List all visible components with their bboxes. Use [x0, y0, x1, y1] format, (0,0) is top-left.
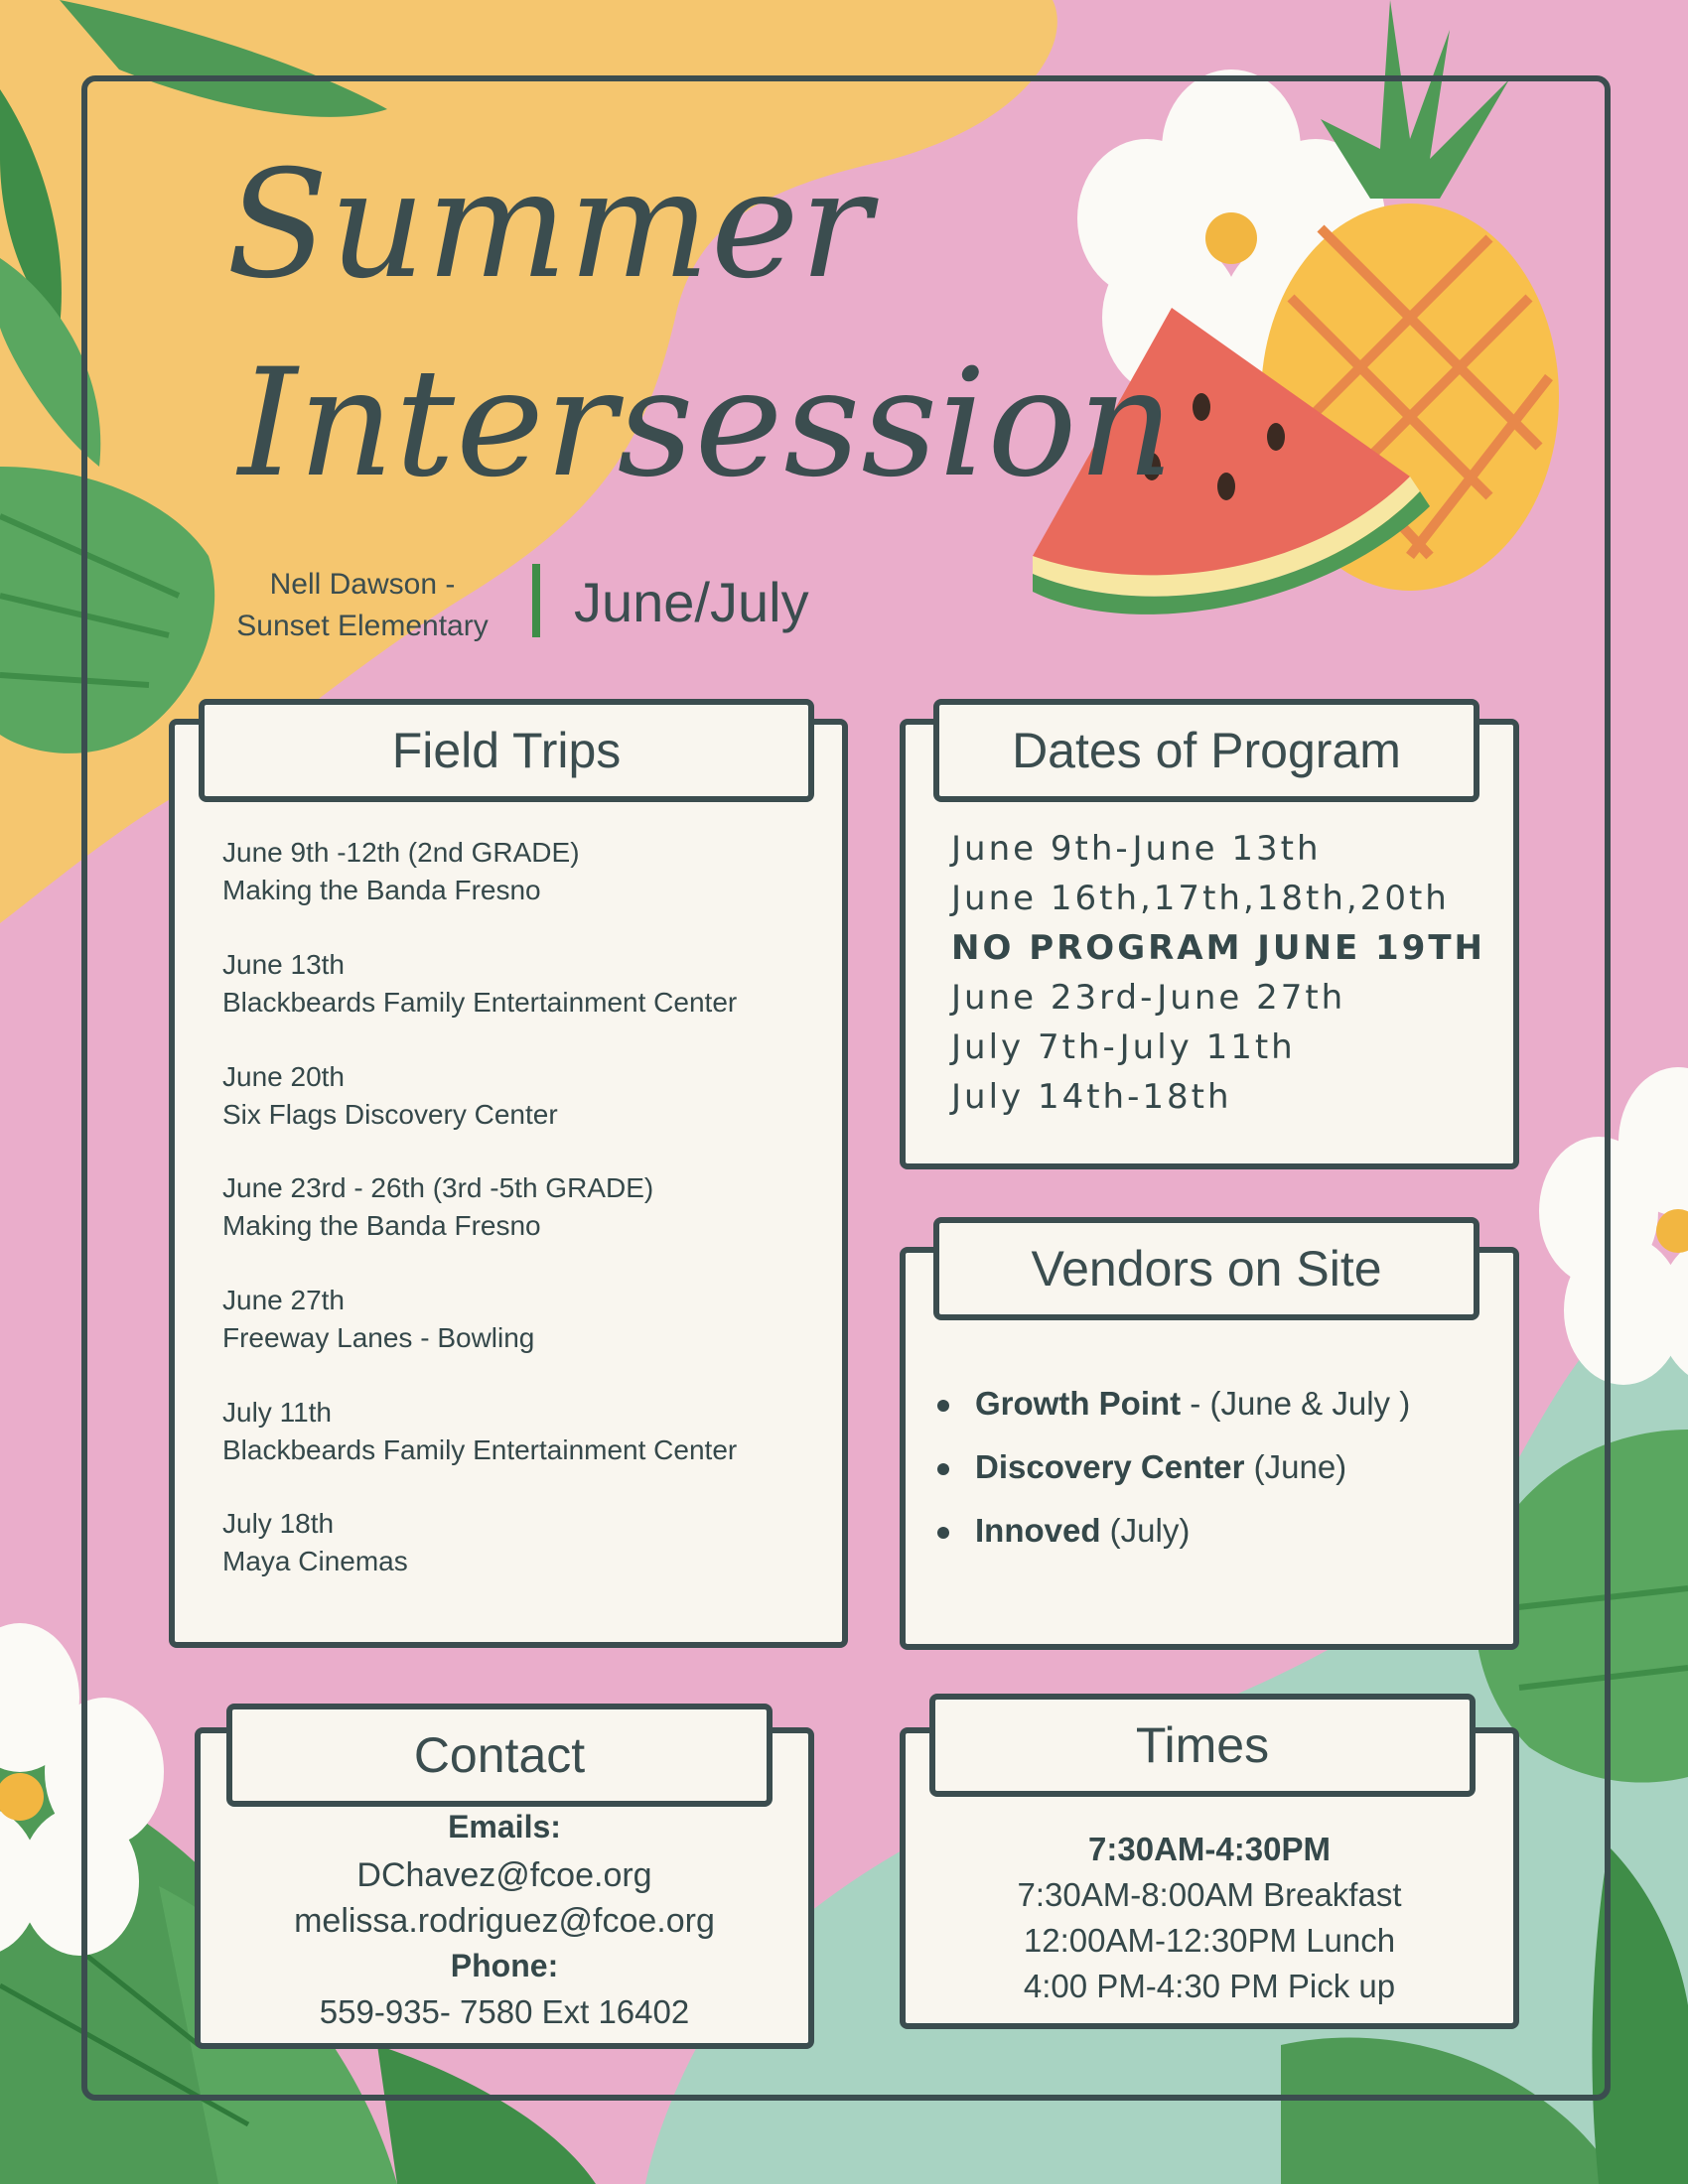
- times-lunch: 12:00AM-12:30PM Lunch: [1023, 1922, 1396, 1959]
- bullet-icon: [937, 1463, 949, 1475]
- date-line: July 14th-18th: [951, 1077, 1232, 1117]
- times-breakfast: 7:30AM-8:00AM Breakfast: [1017, 1876, 1402, 1913]
- date-line: June 16th,17th,18th,20th: [951, 879, 1450, 918]
- school-line-1: Nell Dawson -: [269, 568, 456, 601]
- trip-place: Freeway Lanes - Bowling: [222, 1322, 535, 1353]
- vendors-heading: Vendors on Site: [933, 1217, 1479, 1320]
- school-name: [209, 564, 516, 647]
- trip-date: June 9th -12th (2nd GRADE): [222, 837, 580, 868]
- month-label: June/July: [574, 571, 809, 633]
- trip-item: [222, 834, 580, 909]
- trip-place: Making the Banda Fresno: [222, 1210, 541, 1241]
- date-line: June 23rd-June 27th: [951, 978, 1346, 1018]
- phone-number[interactable]: 559-935- 7580 Ext 16402: [319, 1993, 690, 2030]
- trip-item: [222, 1282, 534, 1357]
- trip-date: June 20th: [222, 1061, 345, 1092]
- dates-heading: Dates of Program: [933, 699, 1479, 802]
- contact-heading: Contact: [226, 1704, 773, 1807]
- vendor-item: [937, 1499, 1410, 1563]
- times-heading: Times: [929, 1694, 1476, 1797]
- trip-date: June 27th: [222, 1285, 345, 1315]
- trip-place: Making the Banda Fresno: [222, 875, 541, 905]
- trip-date: June 23rd - 26th (3rd -5th GRADE): [222, 1172, 654, 1203]
- vendor-item: [937, 1435, 1410, 1499]
- trip-item: [222, 1169, 653, 1245]
- dates-list: [951, 824, 1485, 1122]
- header-divider: [532, 564, 540, 637]
- bullet-icon: [937, 1400, 949, 1412]
- vendor-name: Growth Point: [975, 1385, 1182, 1422]
- trip-place: Blackbeards Family Entertainment Center: [222, 1434, 738, 1465]
- trip-item: [222, 1394, 737, 1469]
- trip-item: [222, 1505, 408, 1580]
- vendor-detail: (June): [1244, 1448, 1347, 1485]
- vendor-name: Discovery Center: [975, 1448, 1245, 1485]
- bullet-icon: [937, 1527, 949, 1539]
- field-trips-heading: Field Trips: [199, 699, 814, 802]
- title-summer: Summer: [226, 139, 873, 312]
- date-line: June 9th-June 13th: [951, 829, 1322, 869]
- vendor-detail: (July): [1100, 1512, 1191, 1549]
- vendor-name: Innoved: [975, 1512, 1101, 1549]
- trip-item: [222, 1058, 558, 1134]
- trip-item: [222, 946, 737, 1022]
- title-intersession: Intersession: [238, 338, 1176, 510]
- date-line: July 7th-July 11th: [951, 1027, 1296, 1067]
- vendor-item: [937, 1372, 1410, 1435]
- school-line-2: Sunset Elementary: [236, 610, 489, 642]
- vendor-detail: - (June & July ): [1181, 1385, 1411, 1422]
- email-link[interactable]: melissa.rodriguez@fcoe.org: [294, 1902, 715, 1940]
- phone-label: Phone:: [450, 1948, 559, 1983]
- times-main: 7:30AM-4:30PM: [1088, 1831, 1331, 1867]
- trip-place: Six Flags Discovery Center: [222, 1099, 558, 1130]
- trip-date: July 11th: [222, 1397, 332, 1428]
- trip-date: July 18th: [222, 1508, 335, 1539]
- emails-label: Emails:: [448, 1809, 561, 1844]
- no-program-notice: NO PROGRAM JUNE 19TH: [951, 928, 1486, 968]
- times-pickup: 4:00 PM-4:30 PM Pick up: [1023, 1968, 1396, 2004]
- field-trips-panel: [169, 719, 848, 1648]
- trip-place: Maya Cinemas: [222, 1546, 408, 1576]
- vendors-list: [937, 1372, 1410, 1563]
- trip-date: June 13th: [222, 949, 345, 980]
- email-link[interactable]: DChavez@fcoe.org: [356, 1856, 652, 1894]
- trip-place: Blackbeards Family Entertainment Center: [222, 987, 738, 1018]
